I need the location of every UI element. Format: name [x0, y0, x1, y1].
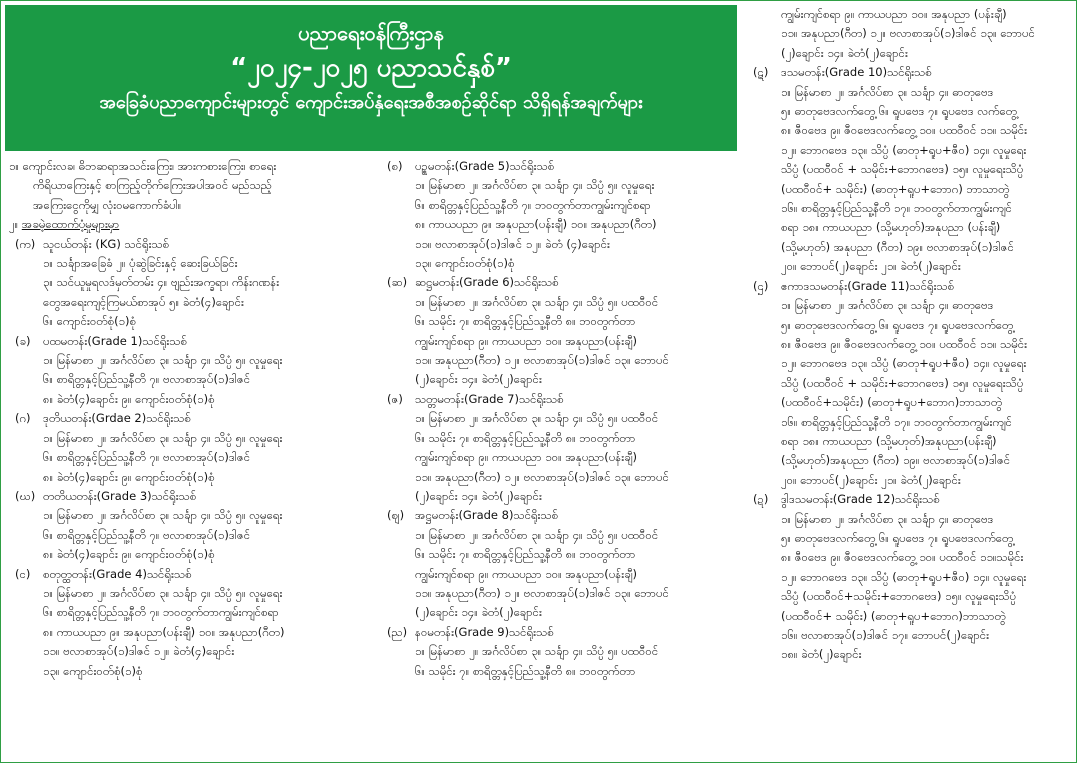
supply-line: သိပ္ပံ (ပထဝီဝင်+သမိုင်း+ဘောဂဗေဒ) ၁၅။ လူမှုရေးသိပ္ပံ	[781, 589, 1017, 604]
enrollment-notice-title: အခြေခံပညာကျောင်းများတွင် ကျောင်းအပ်နှံရေးအစီအစဉ်ဆိုင်ရာ သိရှိရန်အချက်များ	[99, 92, 643, 113]
supply-line: ၁၂။ ဘောဂဗေဒ ၁၃။ သိပ္ပံ (ဓာတု+ရူပ+ဇီဝ) ၁၄။ လူမှုရေး	[781, 142, 1027, 157]
supply-line: ၂၀။ ဘောပင်(၂)ချောင်း ၂၁။ ခဲတံ(၂)ချောင်း	[781, 259, 961, 274]
supply-line: ၁။ သင်္ချာအခြေခံ ၂။ ပုံဆွဲခြင်းနှင့် ဆေးခြယ်ခြင်း	[43, 256, 238, 271]
supply-line: ၈။ ကာယပညာ ၉။ အနုပညာ(ပန်းချီ) ၁၀။ အနုပညာ(ဂီတ)	[43, 624, 285, 639]
supply-line: ၁၈။ ခဲတံ(၂)ချောင်း	[781, 647, 862, 662]
grade-heading	[747, 277, 1075, 296]
supply-line: ၈။ ဇီဝဗေဒ ၉။ ဇီဝဗေဒလက်တွေ့ ၁၀။ ပထဝီဝင် ၁၁။ သမိုင်း	[781, 336, 1028, 351]
section-2-title: အခမဲ့ထောက်ပံ့မှုများမှာ	[21, 217, 120, 232]
supply-line: ၆။ စာရိတ္တနှင့်ပြည်သူ့နီတိ ၇။ ဘဝတွက်တာကျွမ်းကျင်စရာ	[415, 197, 651, 212]
supply-line: သိပ္ပံ (ပထဝီဝင် + သမိုင်း+ဘောဂဗေဒ) ၁၅။ လူမှုရေးသိပ္ပံ	[781, 375, 1024, 390]
supply-line: ၈။ ခဲတံ(၄)ချောင်း ၉။ ကျောင်းဝတ်စုံ(၁)စုံ	[43, 547, 215, 562]
supply-line: ၁၆။ ဗလာစာအုပ်(၁)ဒါဇင် ၁၇။ ဘောပင်(၂)ချောင်း	[781, 628, 990, 642]
supply-line: ၆။ သမိုင်း ၇။ စာရိတ္တနှင့်ပြည်သူ့နီတိ ၈။ ဘဝတွက်တာ	[415, 430, 636, 445]
supply-line: ၅။ ဓာတုဗေဒလက်တွေ့ ၆။ ရူပဗေဒ ၇။ ရူပဗေဒ လက်တွေ့	[781, 104, 1017, 119]
supply-line: ၁။ မြန်မာစာ ၂။ အင်္ဂလိပ်စာ ၃။ သင်္ချာ ၄။ သိပ္ပံ ၅။ လူမှုရေး	[43, 430, 283, 445]
grade-title: သူငယ်တန်း (KG) သင်ရိုးသစ်	[43, 236, 170, 251]
grade-heading	[381, 273, 741, 292]
supply-line: ၁၁။ အနုပညာ(ဂီတ) ၁၂။ ဗလာစာအုပ်(၁)ဒါဇင် ၁၃။ ဘောပင်	[415, 469, 669, 484]
supply-line: ၁၁။ အနုပညာ(ဂီတ) ၁၂။ ဗလာစာအုပ်(၁)ဒါဇင် ၁၃။ ဘောပင်	[415, 585, 669, 600]
grade-marker: (ဃ)	[15, 488, 36, 503]
grade-title: ဆဋ္ဌမတန်း(Grade 6)သင်ရိုးသစ်	[415, 275, 559, 290]
supply-line: ၅။ ဓာတုဗေဒလက်တွေ့ ၆။ ရူပဗေဒ ၇။ ရူပဗေဒလက်တွေ့	[781, 530, 1014, 545]
grade-marker: (ခ)	[15, 333, 31, 348]
supply-line: စရာ ၁၈။ ကာယပညာ (သို့မဟုတ်)အနုပညာ (ပန်းချီ)	[781, 220, 1001, 235]
grade-heading	[747, 490, 1075, 509]
supply-line: သိပ္ပံ (ပထဝီဝင် + သမိုင်း+ဘောဂဗေဒ) ၁၅။ လူမှုရေးသိပ္ပံ	[781, 162, 1024, 177]
grade-marker: (စ)	[387, 159, 403, 173]
grade-list-right	[747, 63, 1075, 665]
continued-line: ၁၁။ အနုပညာ(ဂီတ) ၁၂။ ဗလာစာအုပ်(၁)ဒါဇင် ၁၃။ ဘောပင်	[781, 26, 1035, 41]
intro-line: ၁။ ကျောင်းလခ၊ ဓိဘဆရာအသင်းကြေး၊ အားကစားကြေး၊ စာရေး	[9, 159, 277, 173]
grade-heading	[9, 235, 375, 254]
intro-line: ကိရိယာကြေးနှင့် စာကြည့်တိုက်ကြေးအပါအဝင် မည်သည့်	[33, 178, 272, 193]
supply-line: ၁။ မြန်မာစာ ၂။ အင်္ဂလိပ်စာ ၃။ သင်္ချာ ၄။ ဓာတုဗေဒ	[781, 298, 994, 313]
supply-line: (ပထဝီဝင်+ သမိုင်း) (ဓာတု+ရူပ+ဘောဂ)ဘာသာတွဲ	[781, 608, 1006, 623]
supply-line: (ပထဝီဝင်+သမိုင်း) (ဓာတု+ရူပ+ဘောဂ)ဘာသာတွဲ	[781, 395, 1003, 410]
supply-line: ၅။ ဓာတုဗေဒလက်တွေ့ ၆။ ရူပဗေဒ ၇။ ရူပဗေဒလက်တွေ့	[781, 317, 1014, 332]
supply-line: ၁၆။ စာရိတ္တနှင့်ပြည်သူ့နီတိ ၁၇။ ဘဝတွက်တာကျွမ်းကျင်	[781, 201, 1012, 216]
supply-line: ၈။ ခဲတံ(၄)ချောင်း ၉။ ကျောင်းဝတ်စုံ(၁)စုံ	[43, 469, 215, 484]
grade-marker: (င)	[15, 566, 31, 581]
supply-line: ၁။ မြန်မာစာ ၂။ အင်္ဂလိပ်စာ ၃။ သင်္ချာ ၄။ သိပ္ပံ ၅။ လူမှုရေး	[43, 508, 283, 523]
grade-marker: (ဍ)	[753, 492, 769, 507]
section-number: ၂။	[9, 217, 22, 232]
section-2-heading	[9, 215, 375, 234]
grade-title: ပဉ္စမတန်း(Grade 5)သင်ရိုးသစ်	[415, 159, 555, 173]
supply-line: စရာ ၁၈။ ကာယပညာ (သို့မဟုတ်)အနုပညာ(ပန်းချီ)	[781, 433, 997, 448]
supply-line: ၁။ မြန်မာစာ ၂။ အင်္ဂလိပ်စာ ၃။ သင်္ချာ ၄။ သိပ္ပံ ၅။ ပထဝီဝင်	[415, 411, 659, 426]
grade-heading	[9, 409, 375, 428]
grade-heading	[381, 623, 741, 642]
supply-line: ၆။ ကျောင်းဝတ်စုံ(၁)စုံ	[43, 314, 136, 329]
supply-line: (၂)ချောင်း ၁၄။ ခဲတံ(၂)ချောင်း	[415, 372, 542, 387]
grade-heading	[381, 506, 741, 525]
supply-line: တွေအရေးကျင့်ကြမယ်စာအုပ် ၅။ ခဲတံ(၄)ချောင်း	[43, 294, 244, 309]
supply-line: (ပထဝီဝင်+ သမိုင်း) (ဓာတု+ရူပ+ဘောဂ) ဘာသာတွဲ	[781, 181, 1010, 196]
supply-line: ၂၀။ ဘောပင်(၂)ချောင်း ၂၁။ ခဲတံ(၂)ချောင်း	[781, 472, 961, 487]
supply-line: ကျွမ်းကျင်စရာ ၉။ ကာယပညာ ၁၀။ အနုပညာ(ပန်းချီ)	[415, 333, 637, 348]
grade-heading	[9, 332, 375, 351]
supply-line: (၂)ချောင်း ၁၄။ ခဲတံ(၂)ချောင်း	[415, 605, 542, 620]
supply-line: ၁၃။ ကျောင်းဝတ်စုံ(၁)စုံ	[43, 663, 143, 678]
intro-line: အကြေးငွေကိုမျှ လုံးဝမကောက်ခံပါ။	[33, 197, 182, 212]
supply-line: ကျွမ်းကျင်စရာ ၉။ ကာယပညာ ၁၀။ အနုပညာ(ပန်းချီ)	[415, 450, 637, 465]
grade-marker: (ဋ)	[753, 65, 769, 80]
supply-line: ၈။ ဇီဝဗေဒ ၉။ ဇီဝဗေဒလက်တွေ့ ၁၀။ ပထဝီဝင် ၁၁။ သမိုင်း	[781, 123, 1028, 138]
supply-line: ၆။ သမိုင်း ၇။ စာရိတ္တနှင့်ပြည်သူ့နီတိ ၈။ ဘဝတွက်တာ	[415, 547, 636, 562]
grade-title: သတ္တမတန်း(Grade 7)သင်ရိုးသစ်	[415, 391, 564, 406]
grade-marker: (ဇ)	[387, 391, 403, 406]
grade-title: အဋ္ဌမတန်း(Grade 8)သင်ရိုးသစ်	[415, 508, 559, 523]
supply-line: ၆။ စာရိတ္တနှင့်ပြည်သူ့နီတိ ၇။ ဘဝတွက်တာကျွမ်းကျင်စရာ	[43, 605, 279, 620]
supply-line: ၁၆။ စာရိတ္တနှင့်ပြည်သူ့နီတိ ၁၇။ ဘဝတွက်တာကျွမ်းကျင်	[781, 414, 1012, 429]
ministry-title: ပညာရေးဝန်ကြီးဌာန	[298, 21, 444, 45]
continued-line: ကျွမ်းကျင်စရာ ၉။ ကာယပညာ ၁၀။ အနုပညာ (ပန်းချီ)	[781, 7, 1007, 21]
grade-marker: (ဆ)	[387, 275, 408, 290]
grade-marker: (ဂ)	[15, 411, 31, 426]
grade-marker: (က)	[15, 236, 36, 251]
grade-title: တတိယတန်း(Grade 3)သင်ရိုးသစ်	[43, 488, 197, 503]
supply-line: ၆။ စာရိတ္တနှင့်ပြည်သူ့နီတိ ၇။ ဗလာစာအုပ်(၁)ဒါဇင်	[43, 372, 251, 387]
column-middle	[381, 157, 741, 681]
academic-year-title: “၂၀၂၄-၂၀၂၅ ပညာသင်နှစ်”	[230, 53, 512, 83]
supply-line: ၈။ ကာယပညာ ၉။ အနုပညာ(ပန်းချီ) ၁၀။ အနုပညာ(ဂီတ)	[415, 217, 657, 232]
supply-line: ၃။ သင်ယူမှုရလဒ်မှတ်တမ်း ၄။ ဗျည်းအက္ခရာ၊ ကိန်းဂဏန်း	[43, 275, 280, 290]
supply-line: ၁၃။ ကျောင်းဝတ်စုံ(၁)စုံ	[415, 256, 515, 271]
grade-title: စတုတ္ထတန်း(Grade 4)သင်ရိုးသစ်	[43, 566, 192, 581]
grade-heading	[381, 390, 741, 409]
supply-line: ၁။ မြန်မာစာ ၂။ အင်္ဂလိပ်စာ ၃။ သင်္ချာ ၄။ ဓာတုဗေဒ	[781, 511, 994, 526]
grade-marker: (ည)	[387, 624, 408, 639]
supply-line: ၆။ စာရိတ္တနှင့်ပြည်သူ့နီတိ ၇။ ဗလာစာအုပ်(၁)ဒါဇင်	[43, 450, 251, 465]
grade-list-middle	[381, 157, 741, 681]
grade-title: ဒွါဒသမတန်း(Grade 12)သင်ရိုးသစ်	[781, 492, 940, 507]
grade-list-left	[9, 235, 375, 681]
supply-line: ၁၂။ ဘောဂဗေဒ ၁၃။ သိပ္ပံ (ဓာတု+ရူပ+ဇီဝ) ၁၄။ လူမှုရေး	[781, 569, 1027, 584]
supply-line: ၁၁။ အနုပညာ(ဂီတ) ၁၂။ ဗလာစာအုပ်(၁)ဒါဇင် ၁၃။ ဘောပင်	[415, 353, 669, 368]
supply-line: (၂)ချောင်း ၁၄။ ခဲတံ(၂)ချောင်း	[415, 488, 542, 503]
supply-line: (သို့မဟုတ်)အနုပညာ (ဂီတ) ၁၉။ ဗလာစာအုပ်(၁)ဒါဇင်	[781, 453, 1011, 468]
grade-heading	[381, 157, 741, 176]
grade-marker: (ဌ)	[753, 278, 769, 293]
supply-line: ၁။ မြန်မာစာ ၂။ အင်္ဂလိပ်စာ ၃။ သင်္ချာ ၄။ ဓာတုဗေဒ	[781, 84, 994, 99]
grade-title: ဧကာဒသမတန်း(Grade 11)သင်ရိုးသစ်	[781, 278, 955, 293]
column-right	[747, 5, 1075, 665]
supply-line: ၁။ မြန်မာစာ ၂။ အင်္ဂလိပ်စာ ၃။ သင်္ချာ ၄။ သိပ္ပံ ၅။ လူမှုရေး	[415, 178, 655, 193]
supply-line: ၈။ ဇီဝဗေဒ ၉။ ဇီဝဗေဒလက်တွေ့ ၁၀။ ပထဝီဝင် ၁၁။သမိုင်း	[781, 550, 1024, 565]
grade-heading	[9, 565, 375, 584]
supply-line: ၆။ သမိုင်း ၇။ စာရိတ္တနှင့်ပြည်သူ့နီတိ ၈။ ဘဝတွက်တာ	[415, 663, 636, 678]
supply-line: ၁၂။ ဘောဂဗေဒ ၁၃။ သိပ္ပံ (ဓာတု+ရူပ+ဇီဝ) ၁၄။ လူမှုရေး	[781, 356, 1027, 371]
grade-title: ပထမတန်း(Grade 1)သင်ရိုးသစ်	[43, 333, 187, 348]
supply-line: ၁။ မြန်မာစာ ၂။ အင်္ဂလိပ်စာ ၃။ သင်္ချာ ၄။ သိပ္ပံ ၅။ ပထဝီဝင်	[415, 644, 659, 659]
supply-line: ၁။ မြန်မာစာ ၂။ အင်္ဂလိပ်စာ ၃။ သင်္ချာ ၄။ သိပ္ပံ ၅။ လူမှုရေး	[43, 585, 283, 600]
supply-line: ၁၁။ ဗလာစာအုပ်(၁)ဒါဇင် ၁၂။ ခဲတံ(၄)ချောင်း	[43, 644, 235, 659]
supply-line: ၈။ ခဲတံ(၄)ချောင်း ၉။ ကျောင်းဝတ်စုံ(၁)စုံ	[43, 391, 215, 406]
supply-line: ကျွမ်းကျင်စရာ ၉။ ကာယပညာ ၁၀။ အနုပညာ(ပန်းချီ)	[415, 566, 637, 581]
column-left	[9, 157, 375, 681]
grade-heading	[9, 487, 375, 506]
title-banner	[5, 5, 737, 151]
grade-title: ဒုတိယတန်း(Grdae 2)သင်ရိုးသစ်	[43, 411, 191, 426]
supply-line: ၁။ မြန်မာစာ ၂။ အင်္ဂလိပ်စာ ၃။ သင်္ချာ ၄။ သိပ္ပံ ၅။ လူမှုရေး	[43, 353, 283, 368]
supply-line: ၁၁။ ဗလာစာအုပ်(၁)ဒါဇင် ၁၂။ ခဲတံ (၄)ချောင်း	[415, 236, 610, 251]
supply-line: ၁။ မြန်မာစာ ၂။ အင်္ဂလိပ်စာ ၃။ သင်္ချာ ၄။ သိပ္ပံ ၅။ ပထဝီဝင်	[415, 294, 659, 309]
grade-marker: (ဈ)	[387, 508, 405, 523]
grade-title: နဝမတန်း(Grade 9)သင်ရိုးသစ်	[415, 624, 554, 639]
grade-title: ဒသမတန်း(Grade 10)သင်ရိုးသစ်	[781, 65, 932, 80]
supply-line: ၁။ မြန်မာစာ ၂။ အင်္ဂလိပ်စာ ၃။ သင်္ချာ ၄။ သိပ္ပံ ၅။ ပထဝီဝင်	[415, 527, 659, 542]
supply-line: ၆။ စာရိတ္တနှင့်ပြည်သူ့နီတိ ၇။ ဗလာစာအုပ်(၁)ဒါဇင်	[43, 527, 251, 542]
supply-line: ၆။ သမိုင်း ၇။ စာရိတ္တနှင့်ပြည်သူ့နီတိ ၈။ ဘဝတွက်တာ	[415, 314, 636, 329]
grade-heading	[747, 63, 1075, 82]
supply-line: (သို့မဟုတ်) အနုပညာ (ဂီတ) ၁၉။ ဗလာစာအုပ်(၁)ဒါဇင်	[781, 239, 1014, 254]
continued-line: (၂)ချောင်း ၁၄။ ခဲတံ(၂)ချောင်း	[781, 45, 908, 60]
